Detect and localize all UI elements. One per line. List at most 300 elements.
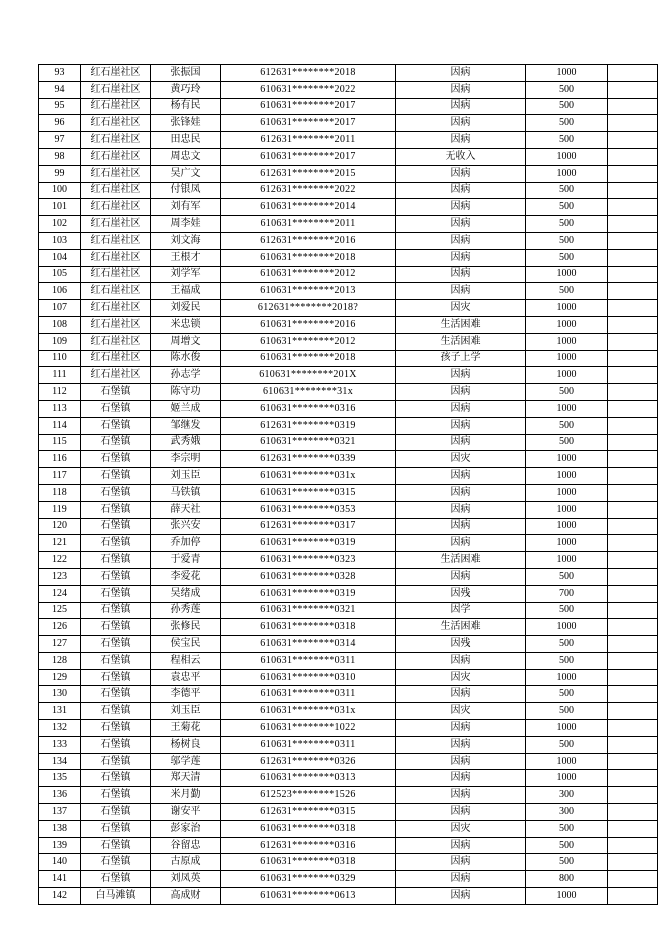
empty-cell [608,787,658,804]
area-cell: 石堡镇 [81,669,151,686]
empty-cell [608,568,658,585]
empty-cell [608,132,658,149]
table-row [39,736,658,753]
amount-cell: 1000 [526,669,608,686]
amount-cell: 1000 [526,484,608,501]
area-cell: 石堡镇 [81,720,151,737]
name-cell: 古原成 [151,854,221,871]
id-number-cell: 610631********2018 [221,249,396,266]
row-number-cell: 128 [39,652,81,669]
name-cell: 武秀娥 [151,434,221,451]
id-number-cell: 610631********2017 [221,115,396,132]
area-cell: 石堡镇 [81,770,151,787]
table-row [39,703,658,720]
amount-cell: 1000 [526,65,608,82]
name-cell: 姬兰成 [151,400,221,417]
reason-cell: 因病 [396,283,526,300]
empty-cell [608,736,658,753]
row-number-cell: 125 [39,602,81,619]
name-cell: 周忠文 [151,148,221,165]
row-number-cell: 102 [39,216,81,233]
table-row [39,81,658,98]
table-row [39,501,658,518]
name-cell: 刘有军 [151,199,221,216]
table-row [39,283,658,300]
reason-cell: 因病 [396,434,526,451]
reason-cell: 因病 [396,417,526,434]
area-cell: 石堡镇 [81,854,151,871]
area-cell: 石堡镇 [81,619,151,636]
reason-cell: 因病 [396,871,526,888]
table-row [39,451,658,468]
table-row [39,266,658,283]
table-row [39,854,658,871]
empty-cell [608,249,658,266]
table-row [39,182,658,199]
empty-cell [608,468,658,485]
name-cell: 薛天社 [151,501,221,518]
empty-cell [608,65,658,82]
amount-cell: 500 [526,736,608,753]
reason-cell: 因灾 [396,820,526,837]
id-number-cell: 612631********2018? [221,300,396,317]
table-row [39,132,658,149]
empty-cell [608,669,658,686]
area-cell: 石堡镇 [81,837,151,854]
empty-cell [608,804,658,821]
amount-cell: 500 [526,132,608,149]
empty-cell [608,720,658,737]
area-cell: 红石崖社区 [81,148,151,165]
row-number-cell: 114 [39,417,81,434]
area-cell: 红石崖社区 [81,65,151,82]
amount-cell: 500 [526,568,608,585]
empty-cell [608,98,658,115]
name-cell: 郑天清 [151,770,221,787]
amount-cell: 1000 [526,300,608,317]
name-cell: 刘凤英 [151,871,221,888]
area-cell: 红石崖社区 [81,350,151,367]
id-number-cell: 610631********0319 [221,585,396,602]
reason-cell: 因灾 [396,300,526,317]
id-number-cell: 612631********2016 [221,232,396,249]
area-cell: 红石崖社区 [81,81,151,98]
id-number-cell: 610631********0328 [221,568,396,585]
row-number-cell: 135 [39,770,81,787]
row-number-cell: 115 [39,434,81,451]
empty-cell [608,619,658,636]
amount-cell: 1000 [526,501,608,518]
table-row [39,316,658,333]
row-number-cell: 98 [39,148,81,165]
area-cell: 红石崖社区 [81,283,151,300]
empty-cell [608,770,658,787]
area-cell: 红石崖社区 [81,98,151,115]
reason-cell: 因病 [396,249,526,266]
table-row [39,249,658,266]
table-row [39,770,658,787]
amount-cell: 500 [526,602,608,619]
area-cell: 石堡镇 [81,434,151,451]
empty-cell [608,837,658,854]
id-number-cell: 612631********0319 [221,417,396,434]
row-number-cell: 93 [39,65,81,82]
id-number-cell: 612631********0317 [221,518,396,535]
amount-cell: 500 [526,182,608,199]
row-number-cell: 97 [39,132,81,149]
name-cell: 王根才 [151,249,221,266]
row-number-cell: 141 [39,871,81,888]
area-cell: 红石崖社区 [81,216,151,233]
reason-cell: 因灾 [396,451,526,468]
area-cell: 石堡镇 [81,871,151,888]
reason-cell: 因灾 [396,703,526,720]
id-number-cell: 612631********2022 [221,182,396,199]
amount-cell: 500 [526,216,608,233]
table-row [39,837,658,854]
row-number-cell: 111 [39,367,81,384]
reason-cell: 因病 [396,384,526,401]
row-number-cell: 101 [39,199,81,216]
row-number-cell: 109 [39,333,81,350]
amount-cell: 1000 [526,770,608,787]
assistance-table [38,64,658,905]
reason-cell: 因病 [396,568,526,585]
row-number-cell: 129 [39,669,81,686]
row-number-cell: 142 [39,888,81,905]
name-cell: 谢安平 [151,804,221,821]
row-number-cell: 99 [39,165,81,182]
table-row [39,669,658,686]
name-cell: 李德平 [151,686,221,703]
area-cell: 红石崖社区 [81,132,151,149]
name-cell: 于爱青 [151,552,221,569]
id-number-cell: 612631********0326 [221,753,396,770]
table-row [39,98,658,115]
empty-cell [608,652,658,669]
amount-cell: 500 [526,636,608,653]
empty-cell [608,854,658,871]
amount-cell: 500 [526,820,608,837]
amount-cell: 500 [526,199,608,216]
reason-cell: 因病 [396,501,526,518]
row-number-cell: 122 [39,552,81,569]
area-cell: 红石崖社区 [81,115,151,132]
empty-cell [608,602,658,619]
id-number-cell: 612631********2018 [221,65,396,82]
empty-cell [608,182,658,199]
table-row [39,367,658,384]
row-number-cell: 123 [39,568,81,585]
area-cell: 红石崖社区 [81,182,151,199]
table-row [39,468,658,485]
reason-cell: 因病 [396,98,526,115]
area-cell: 红石崖社区 [81,300,151,317]
empty-cell [608,417,658,434]
area-cell: 石堡镇 [81,568,151,585]
row-number-cell: 116 [39,451,81,468]
amount-cell: 1000 [526,468,608,485]
amount-cell: 500 [526,283,608,300]
row-number-cell: 140 [39,854,81,871]
reason-cell: 因病 [396,720,526,737]
table-row [39,820,658,837]
row-number-cell: 132 [39,720,81,737]
table-row [39,65,658,82]
row-number-cell: 113 [39,400,81,417]
id-number-cell: 610631********0315 [221,484,396,501]
table-row [39,787,658,804]
id-number-cell: 610631********0311 [221,736,396,753]
id-number-cell: 610631********0321 [221,434,396,451]
name-cell: 周增文 [151,333,221,350]
table-row [39,535,658,552]
area-cell: 红石崖社区 [81,199,151,216]
table-row [39,484,658,501]
area-cell: 石堡镇 [81,820,151,837]
name-cell: 米月勤 [151,787,221,804]
amount-cell: 500 [526,686,608,703]
area-cell: 石堡镇 [81,384,151,401]
id-number-cell: 610631********031x [221,703,396,720]
row-number-cell: 126 [39,619,81,636]
reason-cell: 因病 [396,736,526,753]
id-number-cell: 610631********0353 [221,501,396,518]
name-cell: 马铁镇 [151,484,221,501]
reason-cell: 因病 [396,199,526,216]
row-number-cell: 120 [39,518,81,535]
amount-cell: 1000 [526,552,608,569]
reason-cell: 因残 [396,636,526,653]
amount-cell: 1000 [526,720,608,737]
row-number-cell: 136 [39,787,81,804]
table-row [39,585,658,602]
reason-cell: 因病 [396,400,526,417]
table-row [39,232,658,249]
amount-cell: 1000 [526,535,608,552]
table-row [39,115,658,132]
amount-cell: 500 [526,434,608,451]
amount-cell: 300 [526,787,608,804]
table-row [39,871,658,888]
id-number-cell: 610631********0311 [221,686,396,703]
name-cell: 张锋娃 [151,115,221,132]
area-cell: 红石崖社区 [81,316,151,333]
row-number-cell: 107 [39,300,81,317]
area-cell: 白马滩镇 [81,888,151,905]
area-cell: 石堡镇 [81,636,151,653]
id-number-cell: 610631********1022 [221,720,396,737]
row-number-cell: 110 [39,350,81,367]
reason-cell: 生活困难 [396,619,526,636]
area-cell: 石堡镇 [81,703,151,720]
amount-cell: 300 [526,804,608,821]
row-number-cell: 133 [39,736,81,753]
id-number-cell: 610631********0311 [221,652,396,669]
reason-cell: 因病 [396,837,526,854]
table-row [39,602,658,619]
reason-cell: 因病 [396,854,526,871]
empty-cell [608,501,658,518]
id-number-cell: 610631********0318 [221,619,396,636]
row-number-cell: 117 [39,468,81,485]
row-number-cell: 95 [39,98,81,115]
amount-cell: 500 [526,417,608,434]
area-cell: 石堡镇 [81,686,151,703]
row-number-cell: 112 [39,384,81,401]
row-number-cell: 127 [39,636,81,653]
row-number-cell: 94 [39,81,81,98]
reason-cell: 因病 [396,535,526,552]
area-cell: 石堡镇 [81,501,151,518]
amount-cell: 1000 [526,451,608,468]
empty-cell [608,820,658,837]
id-number-cell: 610631********0314 [221,636,396,653]
empty-cell [608,266,658,283]
empty-cell [608,451,658,468]
amount-cell: 500 [526,837,608,854]
id-number-cell: 610631********2012 [221,266,396,283]
name-cell: 吴广文 [151,165,221,182]
name-cell: 乔加停 [151,535,221,552]
table-row [39,619,658,636]
id-number-cell: 612631********0339 [221,451,396,468]
name-cell: 米忠锁 [151,316,221,333]
empty-cell [608,81,658,98]
area-cell: 红石崖社区 [81,249,151,266]
reason-cell: 因病 [396,165,526,182]
name-cell: 田忠民 [151,132,221,149]
id-number-cell: 610631********2014 [221,199,396,216]
area-cell: 红石崖社区 [81,266,151,283]
area-cell: 石堡镇 [81,451,151,468]
name-cell: 刘文海 [151,232,221,249]
row-number-cell: 105 [39,266,81,283]
table-row [39,804,658,821]
name-cell: 彭家治 [151,820,221,837]
reason-cell: 因病 [396,132,526,149]
reason-cell: 因残 [396,585,526,602]
empty-cell [608,115,658,132]
row-number-cell: 96 [39,115,81,132]
empty-cell [608,316,658,333]
reason-cell: 因病 [396,804,526,821]
name-cell: 杨有民 [151,98,221,115]
table-row [39,148,658,165]
empty-cell [608,484,658,501]
reason-cell: 因病 [396,216,526,233]
name-cell: 付银凤 [151,182,221,199]
empty-cell [608,148,658,165]
reason-cell: 因病 [396,652,526,669]
reason-cell: 因病 [396,468,526,485]
amount-cell: 1000 [526,148,608,165]
table-row [39,518,658,535]
name-cell: 王福成 [151,283,221,300]
area-cell: 石堡镇 [81,400,151,417]
table-row [39,686,658,703]
amount-cell: 500 [526,854,608,871]
id-number-cell: 610631********0316 [221,400,396,417]
area-cell: 红石崖社区 [81,165,151,182]
name-cell: 刘玉臣 [151,703,221,720]
empty-cell [608,585,658,602]
amount-cell: 1000 [526,165,608,182]
amount-cell: 1000 [526,400,608,417]
table-row [39,568,658,585]
empty-cell [608,753,658,770]
amount-cell: 1000 [526,518,608,535]
id-number-cell: 610631********0318 [221,820,396,837]
empty-cell [608,283,658,300]
table-row [39,165,658,182]
row-number-cell: 134 [39,753,81,770]
id-number-cell: 610631********0318 [221,854,396,871]
amount-cell: 1000 [526,619,608,636]
reason-cell: 无收入 [396,148,526,165]
row-number-cell: 138 [39,820,81,837]
area-cell: 红石崖社区 [81,367,151,384]
id-number-cell: 610631********2017 [221,148,396,165]
reason-cell: 因病 [396,182,526,199]
row-number-cell: 137 [39,804,81,821]
amount-cell: 1000 [526,266,608,283]
table-row [39,216,658,233]
table-row [39,636,658,653]
amount-cell: 500 [526,384,608,401]
reason-cell: 因病 [396,753,526,770]
row-number-cell: 103 [39,232,81,249]
id-number-cell: 610631********0329 [221,871,396,888]
area-cell: 石堡镇 [81,585,151,602]
empty-cell [608,434,658,451]
reason-cell: 因病 [396,888,526,905]
empty-cell [608,333,658,350]
reason-cell: 因病 [396,518,526,535]
amount-cell: 500 [526,703,608,720]
area-cell: 石堡镇 [81,417,151,434]
empty-cell [608,300,658,317]
area-cell: 石堡镇 [81,535,151,552]
amount-cell: 500 [526,115,608,132]
name-cell: 李爱花 [151,568,221,585]
table-row [39,417,658,434]
area-cell: 红石崖社区 [81,333,151,350]
amount-cell: 500 [526,232,608,249]
name-cell: 侯宝民 [151,636,221,653]
area-cell: 石堡镇 [81,484,151,501]
id-number-cell: 610631********31x [221,384,396,401]
amount-cell: 700 [526,585,608,602]
row-number-cell: 130 [39,686,81,703]
reason-cell: 因病 [396,266,526,283]
reason-cell: 因学 [396,602,526,619]
name-cell: 袁忠平 [151,669,221,686]
id-number-cell: 610631********2016 [221,316,396,333]
row-number-cell: 124 [39,585,81,602]
table-row [39,300,658,317]
table-row [39,753,658,770]
name-cell: 程相云 [151,652,221,669]
row-number-cell: 131 [39,703,81,720]
id-number-cell: 612631********2011 [221,132,396,149]
area-cell: 石堡镇 [81,753,151,770]
table-row [39,333,658,350]
id-number-cell: 610631********2013 [221,283,396,300]
amount-cell: 500 [526,98,608,115]
amount-cell: 500 [526,249,608,266]
id-number-cell: 610631********0613 [221,888,396,905]
